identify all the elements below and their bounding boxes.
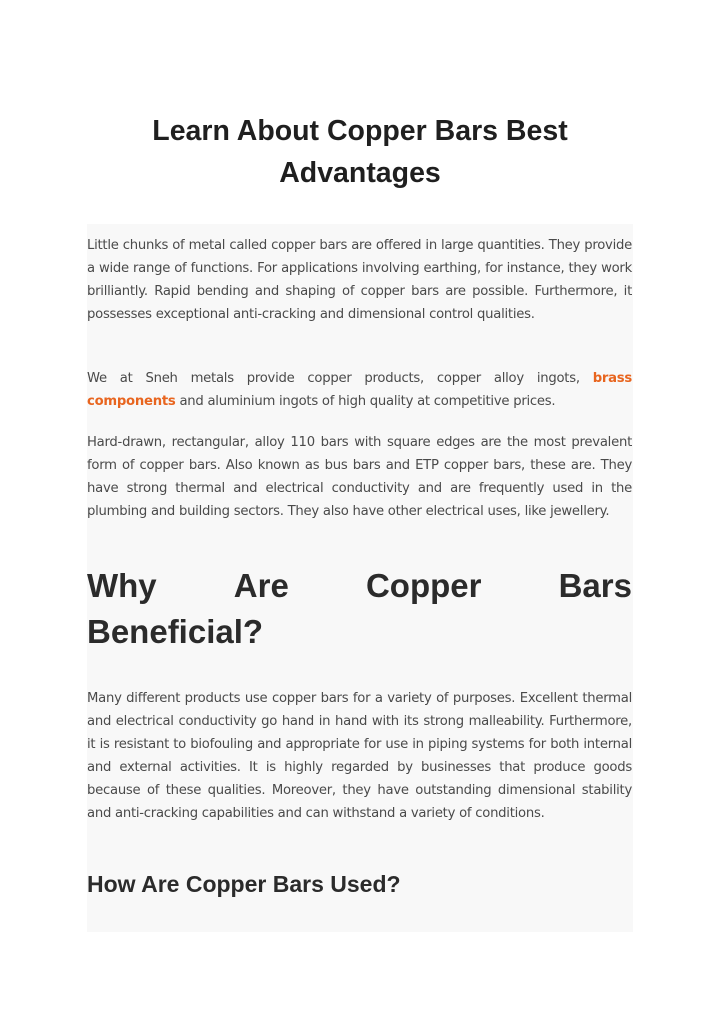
benefits-paragraph: Many different products use copper bars for a variety of purposes. Excellent thermal and electrical conductivity go hand in hand with its strong malleability. Furthermore, it is resistant to biofouling and appropriate for use in piping systems for both internal and external activities. It is highly regarded by businesses that produce goods because of these qualities. Moreover, they have outstanding dimensional stability and anti-cracking capabilities and can withstand a variety of conditions.: [87, 691, 632, 821]
why-heading-line2: Beneficial?: [87, 613, 264, 650]
bars-description-paragraph: Hard-drawn, rectangular, alloy 110 bars with square edges are the most prevalent form of copper bars. Also known as bus bars and ETP copper bars, these are. They have strong thermal and electrical conductivity and are frequently used in the plumbing and building sectors. They also have other electrical uses, like jewellery.: [87, 435, 632, 519]
why-word-3: Copper: [365, 567, 482, 604]
page-title-line2: Advantages: [279, 157, 441, 189]
brass-components-link[interactable]: brass components: [87, 371, 632, 409]
why-word-2: Are: [233, 567, 289, 604]
why-word-4: Bars: [558, 567, 632, 604]
why-word-1: Why: [87, 567, 157, 604]
why-heading-line1: [87, 563, 632, 609]
products-text-after: and aluminium ingots of high quality at competitive prices.: [175, 394, 556, 409]
page-title-line1: Learn About Copper Bars Best: [152, 115, 568, 147]
products-text-before: We at Sneh metals provide copper products, copper alloy ingots,: [87, 371, 593, 386]
intro-paragraph: Little chunks of metal called copper bars are offered in large quantities. They provide a wide range of functions. For applications involving earthing, for instance, they work brilliantly. Rapid bending and shaping of copper bars are possible. Furthermore, it possesses exceptional anti-cracking and dimensional control qualities.: [87, 238, 632, 322]
products-paragraph: [87, 367, 632, 413]
how-used-heading: How Are Copper Bars Used?: [87, 871, 401, 897]
why-beneficial-heading: [87, 563, 632, 655]
page-title: [0, 110, 720, 194]
